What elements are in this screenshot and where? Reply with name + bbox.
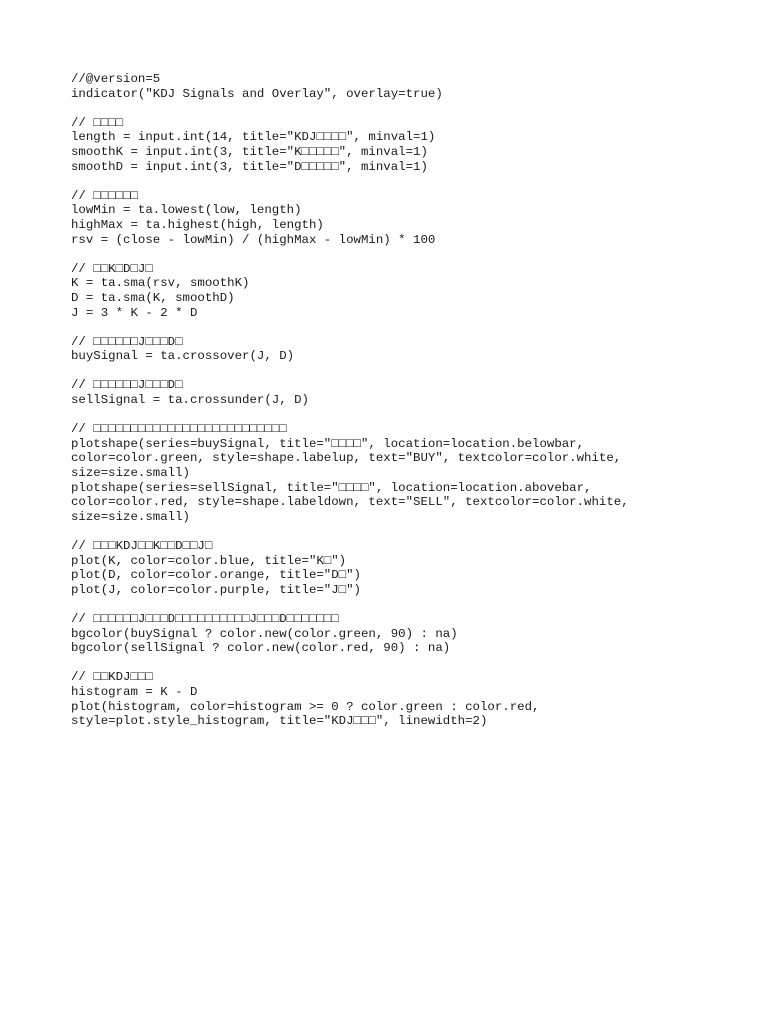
code-line: plot(D, color=color.orange, title="D□"): [71, 568, 361, 583]
code-line: buySignal = ta.crossover(J, D): [71, 349, 295, 364]
code-line: K = ta.sma(rsv, smoothK): [71, 276, 250, 291]
blank-line: [71, 656, 731, 671]
blank-line: [71, 247, 731, 262]
code-line: indicator("KDJ Signals and Overlay", overlay=true): [71, 86, 443, 101]
code-line: color=color.red, style=shape.labeldown, text="SELL", textcolor=color.white,: [71, 495, 629, 510]
code-line: rsv = (close - lowMin) / (highMax - lowMin) * 100: [71, 232, 436, 247]
code-line: smoothK = input.int(3, title="K□□□□□", minval=1): [71, 144, 428, 159]
code-comment-line: // □□KDJ□□□: [71, 670, 153, 685]
code-comment-line: // □□□□□□□□□□□□□□□□□□□□□□□□□□: [71, 422, 287, 437]
blank-line: [71, 597, 731, 612]
code-comment-line: // □□K□D□J□: [71, 261, 153, 276]
code-line: plot(K, color=color.blue, title="K□"): [71, 553, 347, 568]
code-comment-line: // □□□□□□J□□□D□: [71, 334, 183, 349]
code-line: plotshape(series=buySignal, title="□□□□", location=location.belowbar,: [71, 436, 585, 451]
code-line: lowMin = ta.lowest(low, length): [71, 203, 302, 218]
code-comment-line: // □□□□□□: [71, 188, 138, 203]
blank-line: [71, 101, 731, 116]
code-line: bgcolor(sellSignal ? color.new(color.red, 90) : na): [71, 641, 451, 656]
code-line: sellSignal = ta.crossunder(J, D): [71, 393, 309, 408]
blank-line: [71, 174, 731, 189]
code-line: plot(J, color=color.purple, title="J□"): [71, 582, 361, 597]
code-line: plot(histogram, color=histogram >= 0 ? color.green : color.red,: [71, 699, 540, 714]
code-listing: [71, 72, 731, 729]
blank-line: [71, 320, 731, 335]
code-line: J = 3 * K - 2 * D: [71, 305, 198, 320]
code-comment-line: //@version=5: [71, 72, 161, 86]
code-line: size=size.small): [71, 509, 190, 524]
code-line: size=size.small): [71, 466, 190, 481]
code-line: style=plot.style_histogram, title="KDJ□□□", linewidth=2): [71, 714, 488, 729]
code-comment-line: // □□□□□□J□□□D□□□□□□□□□□J□□□D□□□□□□□: [71, 611, 339, 626]
code-line: D = ta.sma(K, smoothD): [71, 290, 235, 305]
code-line: highMax = ta.highest(high, length): [71, 217, 324, 232]
blank-line: [71, 524, 731, 539]
code-comment-line: // □□□□□□J□□□D□: [71, 378, 183, 393]
code-line: color=color.green, style=shape.labelup, text="BUY", textcolor=color.white,: [71, 451, 622, 466]
code-comment-line: // □□□□: [71, 115, 124, 130]
code-line: bgcolor(buySignal ? color.new(color.green, 90) : na): [71, 626, 458, 641]
code-line: histogram = K - D: [71, 684, 198, 699]
code-line: length = input.int(14, title="KDJ□□□□", minval=1): [71, 130, 436, 145]
code-comment-line: // □□□KDJ□□K□□D□□J□: [71, 539, 213, 553]
blank-line: [71, 364, 731, 379]
code-line: plotshape(series=sellSignal, title="□□□□", location=location.abovebar,: [71, 480, 592, 495]
code-line: smoothD = input.int(3, title="D□□□□□", minval=1): [71, 159, 428, 174]
blank-line: [71, 408, 731, 423]
